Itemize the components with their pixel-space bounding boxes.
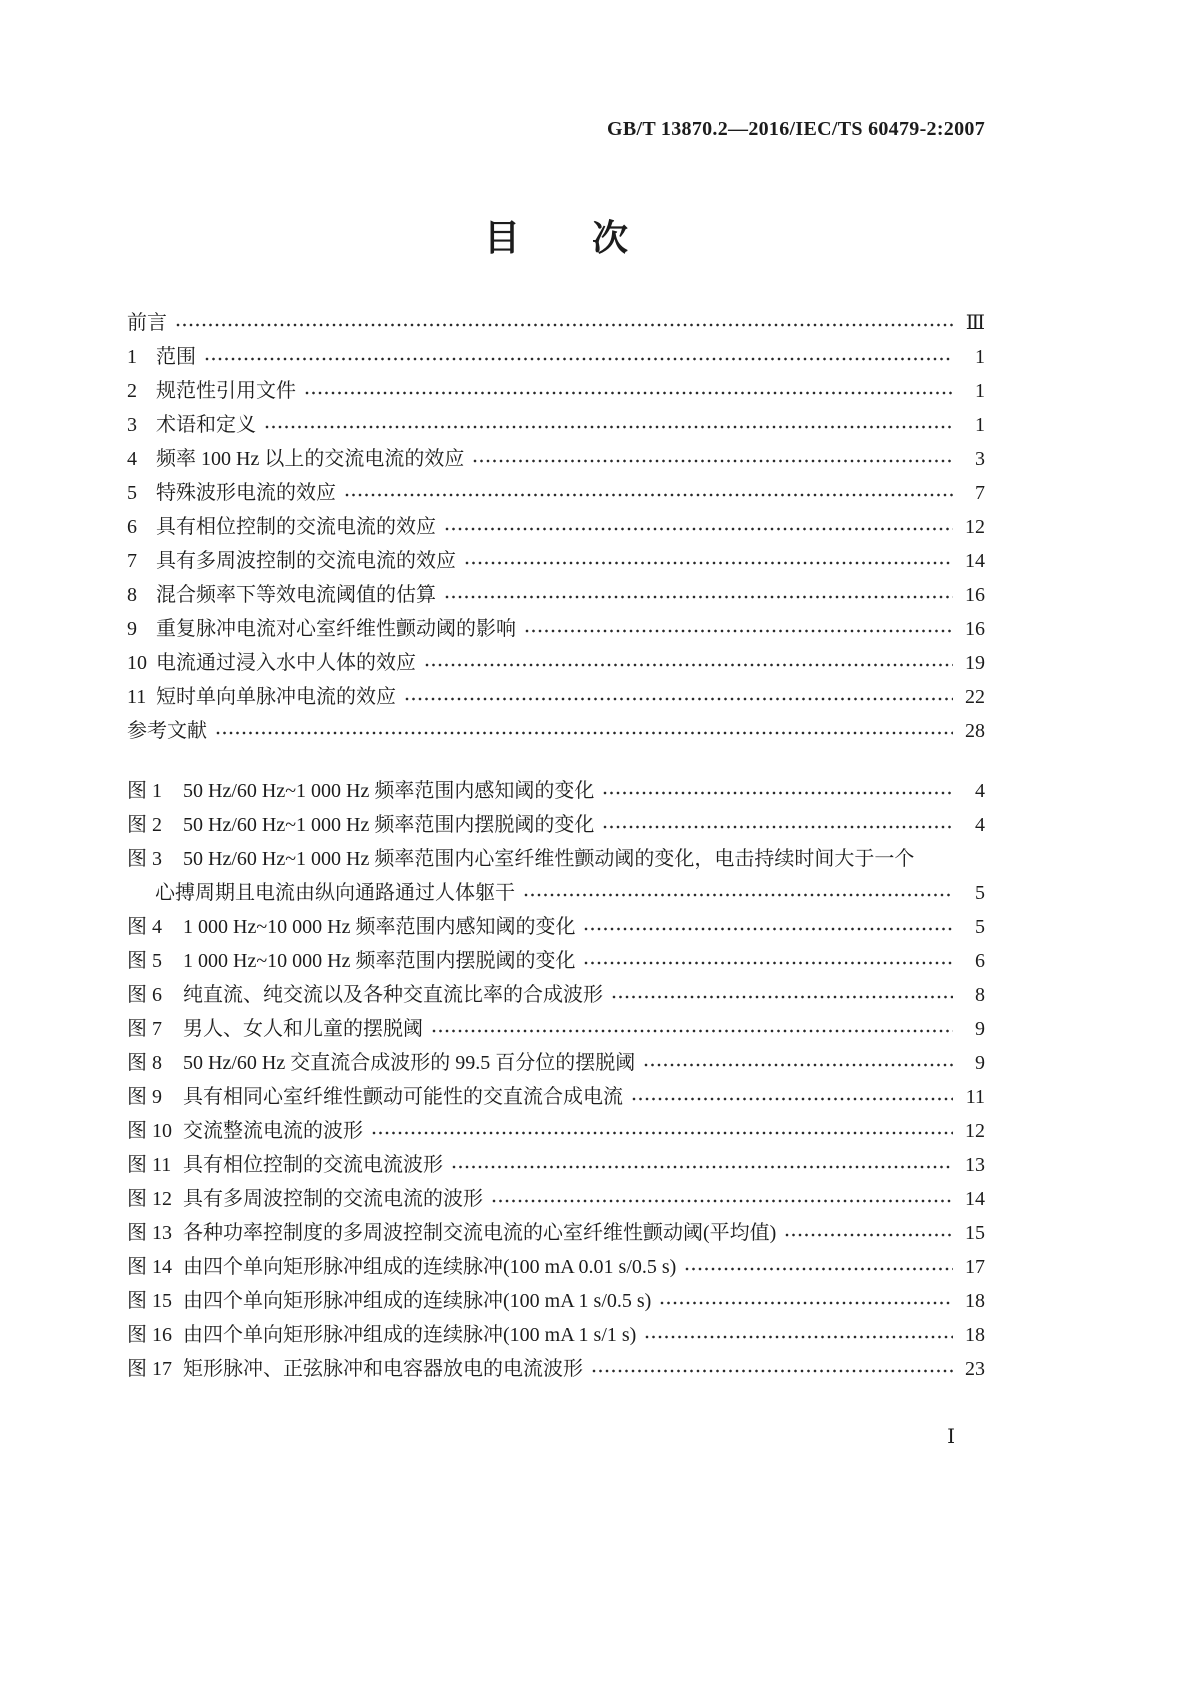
toc-entry-line [127,774,985,808]
toc-entry [127,442,985,476]
toc-entry-page: 11 [965,1086,985,1108]
dotted-leader [205,357,953,361]
toc-entry-number: 2 [127,380,137,402]
toc-entry-line [127,544,985,578]
toc-entry-number: 图 2 [127,814,162,836]
toc-entry-label: 各种功率控制度的多周波控制交流电流的心室纤维性颤动阈(平均值) [183,1222,777,1244]
toc-entry-line [127,1284,985,1318]
toc-entry-line [127,612,985,646]
toc-entry-line [127,374,985,408]
dotted-leader [445,595,953,599]
toc-entry [127,1114,985,1148]
toc-entry-number: 图 15 [127,1290,172,1312]
toc-entry-line [127,1216,985,1250]
toc-entry [127,646,985,680]
toc-entry-page: 13 [965,1154,985,1176]
toc-entry [127,578,985,612]
toc-entry-line [127,944,985,978]
toc-entry [127,408,985,442]
toc-entry [127,476,985,510]
toc-entry-number: 6 [127,516,137,538]
toc-entry-label: 矩形脉冲、正弦脉冲和电容器放电的电流波形 [183,1358,583,1380]
toc-entry [127,1046,985,1080]
toc-entry-page: 5 [975,882,985,904]
toc-entry-label: 由四个单向矩形脉冲组成的连续脉冲(100 mA 1 s/1 s) [183,1324,637,1346]
toc-entry-page: 1 [975,414,985,436]
toc-entry-label: 具有相同心室纤维性颤动可能性的交直流合成电流 [183,1086,623,1108]
dotted-leader [785,1233,953,1237]
toc-entry-line [127,978,985,1012]
toc-entry-number: 图 7 [127,1018,162,1040]
toc-entry-page: 16 [965,584,985,606]
toc-entry-line [127,442,985,476]
toc-entry-label: 范围 [156,346,196,368]
toc-entry [127,680,985,714]
toc-section-list [127,306,985,748]
dotted-leader [603,825,953,829]
toc-entry-page: 22 [965,686,985,708]
dotted-leader [492,1199,953,1203]
dotted-leader [592,1369,953,1373]
dotted-leader [584,927,953,931]
toc-entry-page: 12 [965,516,985,538]
toc-entry-label: 前言 [127,312,167,334]
toc-entry-page: 9 [975,1018,985,1040]
toc-entry [127,1284,985,1318]
dotted-leader [372,1131,953,1135]
toc-entry-number: 7 [127,550,137,572]
toc-entry-line [127,306,985,340]
toc-entry-page: 18 [965,1324,985,1346]
toc-entry [127,612,985,646]
toc-entry-line [127,808,985,842]
toc-entry [127,808,985,842]
toc-entry-label: 由四个单向矩形脉冲组成的连续脉冲(100 mA 0.01 s/0.5 s) [183,1256,677,1278]
dotted-leader [584,961,953,965]
toc-entry-number: 图 4 [127,916,162,938]
toc-entry [127,1352,985,1386]
toc-entry-label: 电流通过浸入水中人体的效应 [156,652,416,674]
dotted-leader [612,995,953,999]
dotted-leader [432,1029,953,1033]
toc-entry-number: 图 16 [127,1324,172,1346]
toc-entry [127,340,985,374]
toc-entry-number: 图 6 [127,984,162,1006]
toc-entry-line [127,910,985,944]
toc-entry-page: 28 [965,720,985,742]
toc-entry-number: 图 10 [127,1120,172,1142]
toc-entry-label: 50 Hz/60 Hz 交直流合成波形的 99.5 百分位的摆脱阈 [183,1052,636,1074]
toc-entry [127,1216,985,1250]
toc-entry [127,306,985,340]
toc-entry-label: 特殊波形电流的效应 [156,482,336,504]
dotted-leader [645,1335,953,1339]
toc-entry-number: 图 1 [127,780,162,802]
toc-entry-number: 10 [127,652,147,674]
toc-entry-label: 混合频率下等效电流阈值的估算 [156,584,436,606]
toc-entry-line [127,408,985,442]
toc-entry-label: 1 000 Hz~10 000 Hz 频率范围内摆脱阈的变化 [183,950,576,972]
dotted-leader [603,791,953,795]
dotted-leader [660,1301,953,1305]
toc-entry-line [127,1012,985,1046]
toc-entry-number: 8 [127,584,137,606]
toc-entry-number: 图 14 [127,1256,172,1278]
dotted-leader [452,1165,953,1169]
toc-entry-label: 短时单向单脉冲电流的效应 [156,686,396,708]
toc-entry-label: 具有相位控制的交流电流波形 [183,1154,443,1176]
toc-entry [127,510,985,544]
toc-entry-label: 具有相位控制的交流电流的效应 [156,516,436,538]
toc-entry-line [127,1352,985,1386]
toc-entry-line [127,680,985,714]
toc-entry-number: 5 [127,482,137,504]
toc-entry-page: 4 [975,780,985,802]
toc-entry-page: 6 [975,950,985,972]
toc-entry-label: 参考文献 [127,720,207,742]
toc-entry-number: 11 [127,686,147,708]
toc-entry-label: 由四个单向矩形脉冲组成的连续脉冲(100 mA 1 s/0.5 s) [183,1290,652,1312]
toc-entry-number: 图 8 [127,1052,162,1074]
toc-entry-page: 9 [975,1052,985,1074]
dotted-leader [473,459,953,463]
toc-entry-number: 图 11 [127,1154,172,1176]
toc-entry-line [127,1080,985,1114]
toc-entry [127,910,985,944]
toc-entry-label: 50 Hz/60 Hz~1 000 Hz 频率范围内摆脱阈的变化 [183,814,595,836]
document-number: GB/T 13870.2—2016/IEC/TS 60479-2:2007 [607,118,985,140]
toc-entry-label: 交流整流电流的波形 [183,1120,363,1142]
toc-entry-label: 重复脉冲电流对心室纤维性颤动阈的影响 [156,618,516,640]
dotted-leader [176,323,953,327]
dotted-leader [525,629,953,633]
toc-entry-label: 具有多周波控制的交流电流的效应 [156,550,456,572]
toc-entry [127,1080,985,1114]
toc-entry-line [127,340,985,374]
toc-entry-number: 9 [127,618,137,640]
toc-entry [127,714,985,748]
toc-entry-line [127,510,985,544]
dotted-leader [216,731,953,735]
toc-entry-page: 4 [975,814,985,836]
toc-entry-page: 8 [975,984,985,1006]
toc-entry-page: 5 [975,916,985,938]
dotted-leader [445,527,953,531]
toc-entry-label: 男人、女人和儿童的摆脱阈 [183,1018,423,1040]
toc-entry-page: 15 [965,1222,985,1244]
toc-entry-page: 12 [965,1120,985,1142]
toc-entry-line [127,1114,985,1148]
toc-entry-line [127,842,985,876]
dotted-leader [632,1097,953,1101]
page-number: Ⅰ [947,1426,955,1448]
toc-entry-label: 纯直流、纯交流以及各种交直流比率的合成波形 [183,984,603,1006]
toc-entry-number: 1 [127,346,137,368]
dotted-leader [524,893,953,897]
toc-entry-page: 3 [975,448,985,470]
page-title: 目 次 [483,218,628,258]
toc-entry-line [127,1250,985,1284]
toc-entry-label: 频率 100 Hz 以上的交流电流的效应 [156,448,465,470]
toc-entry-number: 图 17 [127,1358,172,1380]
toc-entry [127,978,985,1012]
toc-entry-label: 50 Hz/60 Hz~1 000 Hz 频率范围内心室纤维性颤动阈的变化，电击持续时间大于一个 [183,848,915,870]
toc-entry-number: 图 9 [127,1086,162,1108]
toc-entry-line [127,646,985,680]
toc-entry-page: 16 [965,618,985,640]
toc-entry-page: 19 [965,652,985,674]
toc-entry [127,1250,985,1284]
toc-entry-line [127,578,985,612]
toc-entry-page: 7 [975,482,985,504]
toc-entry-number: 4 [127,448,137,470]
toc-entry-page: 23 [965,1358,985,1380]
dotted-leader [405,697,953,701]
toc-entry-page: 17 [965,1256,985,1278]
toc-entry [127,1182,985,1216]
toc-entry-page: 18 [965,1290,985,1312]
toc-entry-line [127,1182,985,1216]
toc-entry [127,1318,985,1352]
toc-entry-line [127,1318,985,1352]
dotted-leader [465,561,953,565]
toc-entry [127,544,985,578]
toc-entry-line [127,1046,985,1080]
toc-entry-number: 图 5 [127,950,162,972]
toc-entry-line [127,476,985,510]
dotted-leader [685,1267,953,1271]
toc-entry-label: 规范性引用文件 [156,380,296,402]
toc-entry-label: 具有多周波控制的交流电流的波形 [183,1188,483,1210]
dotted-leader [305,391,953,395]
toc-entry-label: 50 Hz/60 Hz~1 000 Hz 频率范围内感知阈的变化 [183,780,595,802]
toc-entry-page: 1 [975,380,985,402]
toc-entry-number: 图 12 [127,1188,172,1210]
toc-entry-number: 3 [127,414,137,436]
toc-entry-label: 1 000 Hz~10 000 Hz 频率范围内感知阈的变化 [183,916,576,938]
toc-figure-list [127,774,985,1386]
toc-entry-number: 图 3 [127,848,162,870]
dotted-leader [644,1063,953,1067]
toc-entry-page: 1 [975,346,985,368]
dotted-leader [265,425,953,429]
dotted-leader [425,663,953,667]
toc-entry [127,842,985,910]
toc-entry-wrap-line [127,876,985,910]
toc-entry-label: 术语和定义 [156,414,256,436]
toc-entry-label-line2: 心搏周期且电流由纵向通路通过人体躯干 [155,882,515,904]
toc-entry [127,1012,985,1046]
toc-entry-line [127,1148,985,1182]
toc-entry-page: 14 [965,550,985,572]
toc-entry [127,944,985,978]
toc-entry [127,774,985,808]
toc-entry [127,1148,985,1182]
toc-entry-line [127,714,985,748]
toc-entry-page: Ⅲ [965,312,985,334]
toc-entry [127,374,985,408]
toc-entry-page: 14 [965,1188,985,1210]
toc-entry-number: 图 13 [127,1222,172,1244]
dotted-leader [345,493,953,497]
